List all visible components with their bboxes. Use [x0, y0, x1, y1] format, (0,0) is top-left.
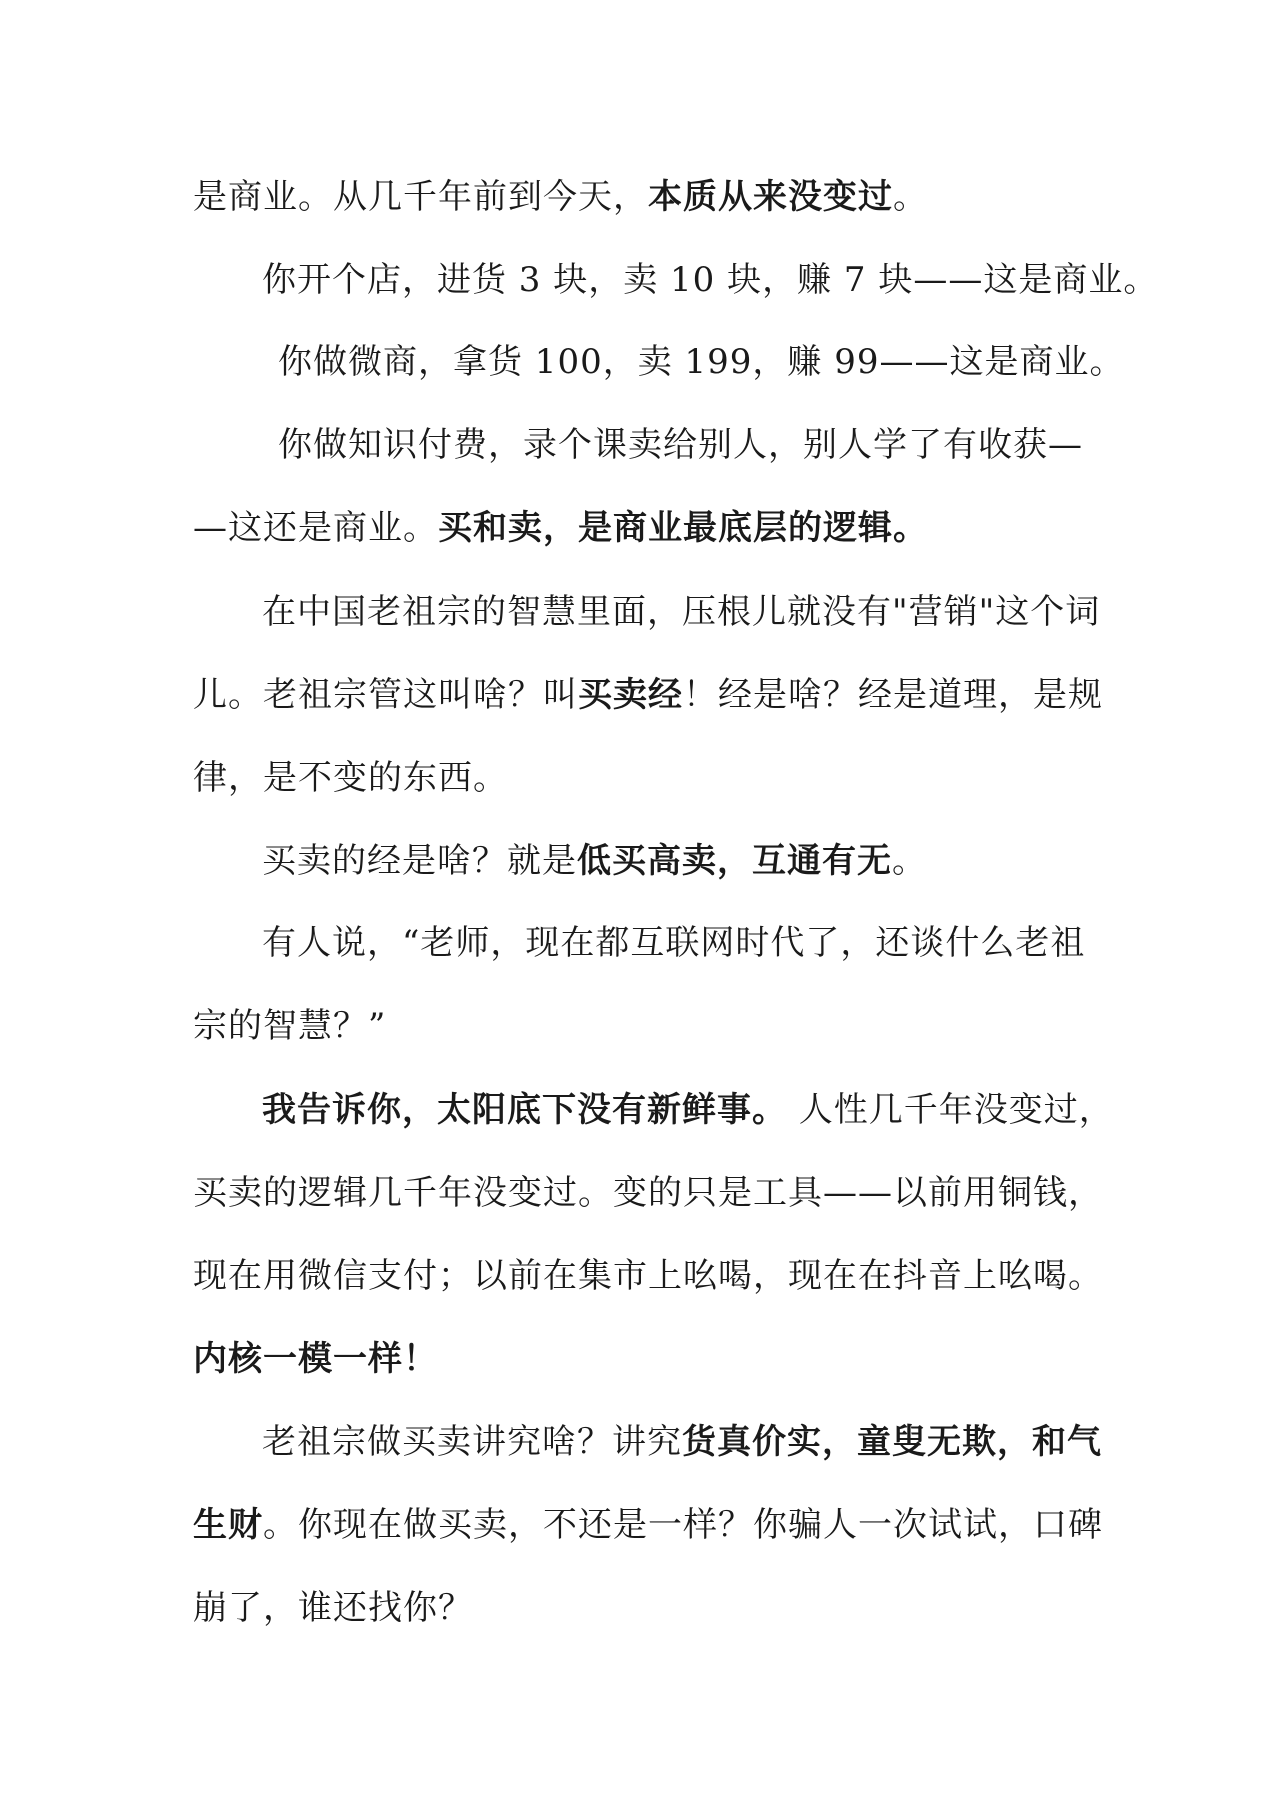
paragraph-line-2	[262, 255, 1162, 305]
text-segment: 在中国老祖宗的智慧里面，压根儿就没有"营销"这个词	[262, 592, 1101, 632]
paragraph-line-9	[262, 836, 1162, 886]
paragraph-line-17	[193, 1500, 1103, 1550]
text-segment: 律，是不变的东西。	[193, 758, 508, 798]
text-segment: 你开个店，进货 3 块，卖 10 块，赚 7 块——这是商业。	[262, 260, 1159, 300]
text-segment: 老祖宗做买卖讲究啥？讲究	[262, 1422, 682, 1462]
paragraph-line-18	[193, 1583, 1093, 1633]
paragraph-line-4	[278, 420, 1178, 470]
paragraph-line-1	[193, 172, 1093, 222]
text-segment: 是商业。从几千年前到今天，	[193, 177, 648, 217]
text-segment: 你做知识付费，录个课卖给别人，别人学了有收获—	[278, 425, 1083, 465]
bold-text-segment: 内核一模一样！	[193, 1339, 438, 1379]
bold-text-segment: 买和卖，是商业最底层的逻辑。	[438, 508, 928, 548]
text-segment: 。你现在做买卖，不还是一样？你骗人一次试试，口碑	[263, 1505, 1103, 1545]
bold-text-segment: 本质从来没变过	[648, 177, 893, 217]
text-segment: ！经是啥？经是道理，是规	[683, 675, 1103, 715]
bold-text-segment: 货真价实，童叟无欺，和气	[682, 1422, 1102, 1462]
paragraph-line-6	[262, 587, 1162, 637]
paragraph-line-15	[193, 1334, 1093, 1384]
text-segment: 买卖的经是啥？就是	[262, 841, 577, 881]
text-segment: 买卖的逻辑几千年没变过。变的只是工具——以前用铜钱，	[193, 1173, 1103, 1213]
text-segment: —这还是商业。	[193, 508, 438, 548]
text-segment: 现在用微信支付；以前在集市上吆喝，现在在抖音上吆喝。	[193, 1256, 1103, 1296]
bold-text-segment: 我告诉你，太阳底下没有新鲜事。	[262, 1090, 787, 1130]
paragraph-line-14	[193, 1251, 1103, 1301]
paragraph-line-3	[278, 337, 1178, 387]
text-segment: 宗的智慧？”	[193, 1006, 387, 1046]
bold-text-segment: 生财	[193, 1505, 263, 1545]
paragraph-line-10	[262, 918, 1162, 968]
paragraph-line-11	[193, 1001, 1093, 1051]
bold-text-segment: 低买高卖，互通有无	[577, 841, 892, 881]
paragraph-line-12	[262, 1085, 1162, 1135]
paragraph-line-16	[262, 1417, 1162, 1467]
text-segment: 崩了，谁还找你？	[193, 1588, 473, 1628]
text-segment: 儿。老祖宗管这叫啥？叫	[193, 675, 578, 715]
paragraph-line-13	[193, 1168, 1103, 1218]
text-segment: 有人说，“老师，现在都互联网时代了，还谈什么老祖	[262, 923, 1086, 963]
paragraph-line-5	[193, 503, 1093, 553]
text-segment: 。	[893, 177, 928, 217]
paragraph-line-7	[193, 670, 1103, 720]
text-segment: 。	[892, 841, 927, 881]
bold-text-segment: 买卖经	[578, 675, 683, 715]
paragraph-line-8	[193, 753, 1093, 803]
text-segment: 你做微商，拿货 100，卖 199，赚 99——这是商业。	[278, 342, 1125, 382]
text-segment: 人性几千年没变过，	[787, 1090, 1114, 1130]
